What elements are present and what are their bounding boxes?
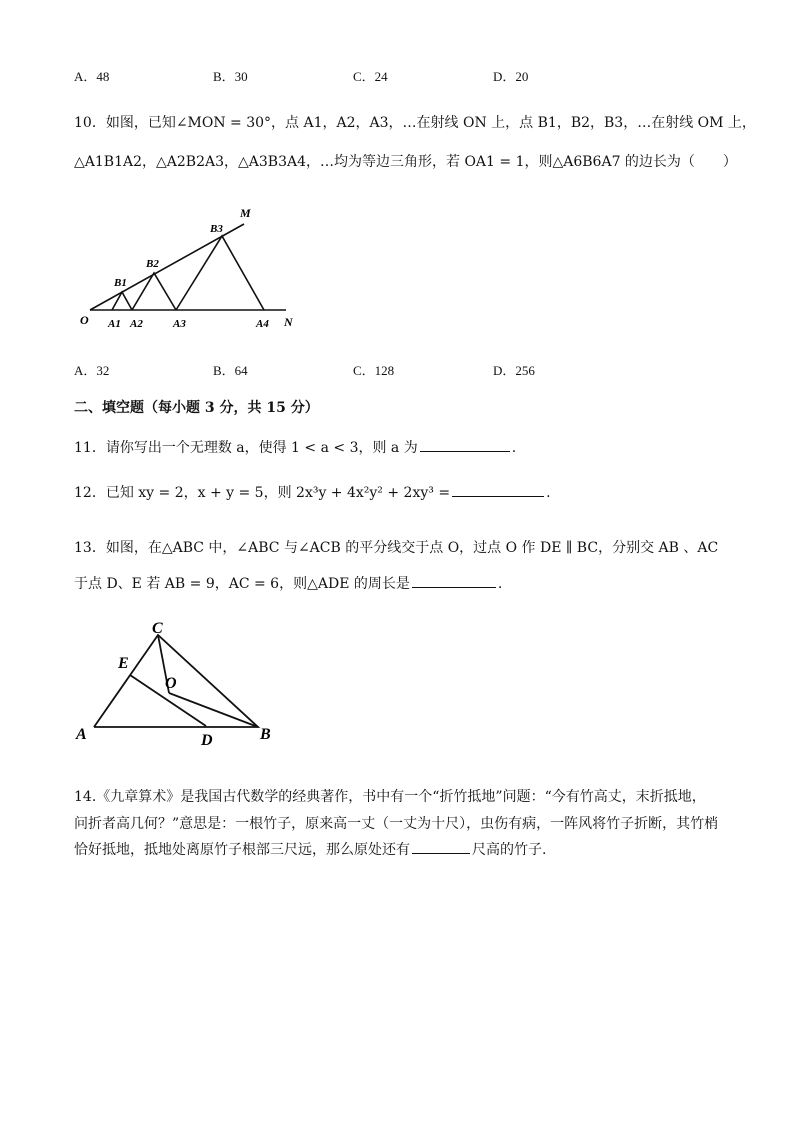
label-b2: B2	[146, 258, 159, 270]
q12-answer-blank[interactable]	[452, 495, 544, 497]
q11-line	[74, 437, 516, 457]
q14-line-2: 问折者高几何？”意思是：一根竹子，原来高一丈（一丈为十尺），虫伤有病，一阵风将竹子折断，其竹梢	[74, 816, 719, 832]
q10-option-b: B．64	[213, 363, 248, 378]
q10-line-1: 10．如图，已知∠MON = 30°，点 A1，A2，A3，…在射线 ON 上，点 B1，B2，B3，…在射线 OM 上，	[74, 115, 756, 131]
triangle-1	[112, 292, 132, 310]
q9-option-d: D．20	[493, 69, 529, 84]
label-m: M	[240, 206, 251, 220]
q13-end: .	[497, 576, 503, 592]
q9-option-b: B．30	[213, 69, 248, 84]
label-c: C	[152, 620, 163, 637]
label-d: D	[201, 732, 213, 749]
q11-end: .	[511, 440, 517, 456]
q14-text: 恰好抵地，抵地处离原竹子根部三尺远，那么原处还有	[74, 842, 410, 858]
triangle-2	[132, 273, 176, 310]
q14-end: 尺高的竹子.	[472, 842, 547, 858]
q10-figure	[78, 200, 308, 335]
label-a3: A3	[173, 318, 186, 330]
q14-line-3	[74, 839, 546, 859]
q9-option-a: A．48	[74, 69, 110, 84]
q11-text: 11．请你写出一个无理数 a，使得 1 < a < 3，则 a 为	[74, 440, 418, 456]
q12-text: 12．已知 xy = 2，x + y = 5，则 2x³y + 4x²y² + 2xy³ =	[74, 485, 451, 501]
label-a4: A4	[256, 318, 269, 330]
label-o: O	[80, 313, 89, 327]
q13-text: 于点 D、E 若 AB = 9，AC = 6，则△ADE 的周长是	[74, 576, 410, 592]
q13-line-2	[74, 573, 502, 593]
q14-line-1: 14.《九章算术》是我国古代数学的经典著作，书中有一个“折竹抵地”问题：“今有竹高丈，末折抵地，	[74, 789, 706, 805]
label-e: E	[118, 655, 129, 672]
label-o: O	[165, 675, 177, 692]
label-b3: B3	[210, 223, 223, 235]
label-a: A	[76, 726, 87, 743]
label-b1: B1	[114, 277, 127, 289]
label-n: N	[284, 315, 293, 329]
q10-line-2: △A1B1A2，△A2B2A3，△A3B3A4，…均为等边三角形，若 OA1 = 1，则△A6B6A7 的边长为（ ）	[74, 154, 737, 170]
q12-end: .	[546, 485, 551, 501]
q12-line	[74, 482, 551, 502]
q13-answer-blank[interactable]	[412, 586, 496, 588]
label-a2: A2	[130, 318, 143, 330]
q10-option-a: A．32	[74, 363, 110, 378]
q13-figure	[70, 615, 285, 750]
q10-option-c: C．128	[353, 363, 395, 378]
label-a1: A1	[108, 318, 121, 330]
label-b: B	[260, 726, 271, 743]
q10-option-d: D．256	[493, 363, 535, 378]
q13-line-1: 13．如图，在△ABC 中，∠ABC 与∠ACB 的平分线交于点 O，过点 O 作 DE ∥ BC，分别交 AB 、AC	[74, 540, 719, 556]
q9-option-c: C．24	[353, 69, 388, 84]
section-2-title: 二、填空题（每小题 3 分，共 15 分）	[74, 400, 319, 416]
q11-answer-blank[interactable]	[420, 450, 510, 452]
triangle-3	[176, 236, 264, 310]
q14-answer-blank[interactable]	[412, 852, 470, 854]
